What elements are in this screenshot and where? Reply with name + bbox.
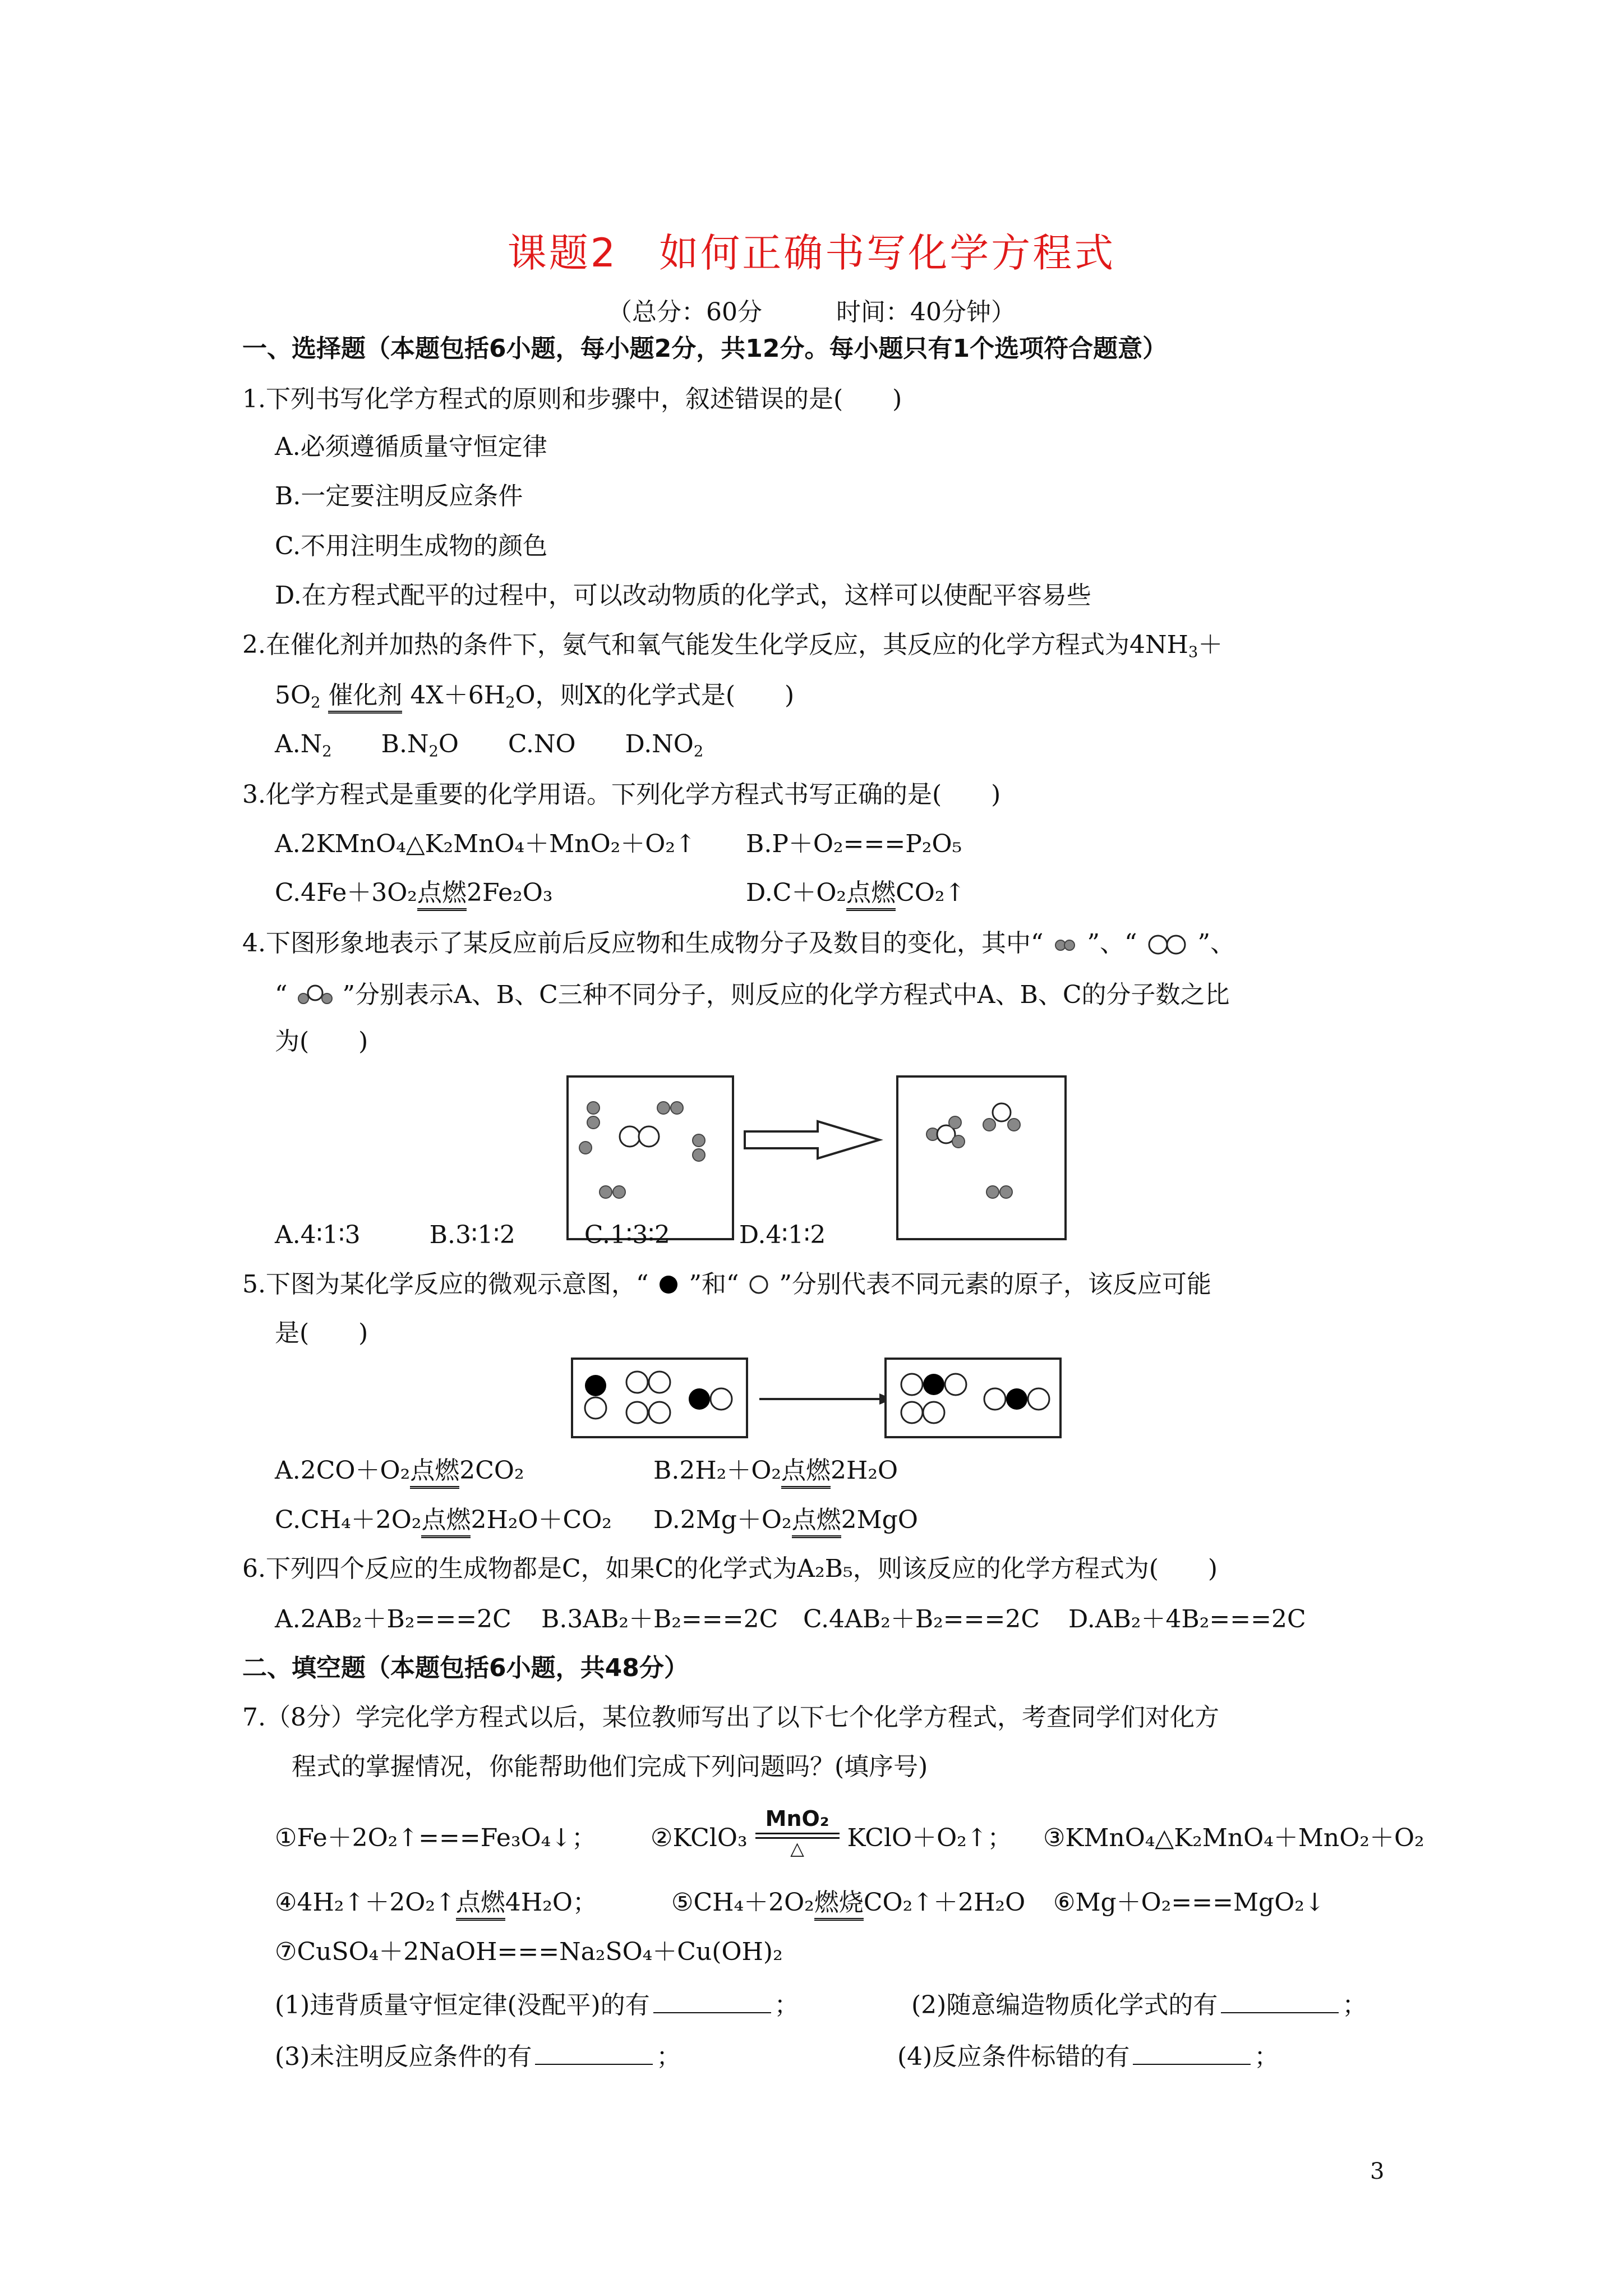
q3-option-b: B.P＋O₂===P₂O₅: [746, 830, 962, 858]
answer-blank-3[interactable]: [535, 2064, 653, 2065]
reactants-box: [572, 1359, 747, 1437]
q1-stem: 1.下列书写化学方程式的原则和步骤中，叙述错误的是( ): [242, 385, 902, 413]
section1-heading: 一、选择题（本题包括6小题，每小题2分，共12分。每小题只有1个选项符合题意）: [242, 334, 1168, 363]
answer-blank-2[interactable]: [1221, 2012, 1339, 2013]
molecule-a-icon: [1051, 937, 1079, 954]
q2-option-a: $A.N_2$: [275, 730, 332, 761]
page-number: 3: [1370, 2159, 1385, 2184]
q7-equation-4: ④4H₂↑＋2O₂↑点燃4H₂O；: [275, 1890, 597, 1915]
products-box: [897, 1076, 1066, 1239]
q5-stem-line2: 是( ): [275, 1319, 368, 1347]
q7-equation-6: ⑥Mg＋O₂===MgO₂↓: [1053, 1888, 1325, 1917]
q7-equation-7: ⑦CuSO₄＋2NaOH===Na₂SO₄＋Cu(OH)₂: [275, 1938, 783, 1966]
q5-option-b: B.2H₂＋O₂点燃2H₂O: [653, 1458, 898, 1483]
q7-part-2: (2)随意编造物质化学式的有 ；: [911, 1991, 1367, 2019]
q4-option-b: B.3∶1∶2: [429, 1221, 515, 1249]
q1-option-a: A.必须遵循质量守恒定律: [275, 432, 547, 461]
q7-equation-3: ③KMnO₄△K₂MnO₄＋MnO₂＋O₂: [1043, 1824, 1424, 1852]
mno2-catalyst-condition: MnO₂ △: [755, 1826, 840, 1848]
q4-stem-line1: 4.下图形象地表示了某反应前后反应物和生成物分子及数目的变化，其中“ ”、“ ”、: [242, 929, 1235, 958]
q2-condition: 催化剂: [328, 681, 402, 714]
q3-option-a: A.2KMnO₄△K₂MnO₄＋MnO₂＋O₂↑: [275, 830, 696, 858]
q6-option-c: C.4AB₂＋B₂===2C: [803, 1605, 1040, 1634]
q4-option-a: A.4∶1∶3: [275, 1221, 361, 1249]
black-atom-icon: [656, 1273, 681, 1296]
q6-option-d: D.AB₂＋4B₂===2C: [1068, 1605, 1306, 1634]
q7-stem-line2: 程式的掌握情况，你能帮助他们完成下列问题吗？(填序号): [292, 1752, 928, 1781]
molecule-c-icon: [296, 981, 335, 1009]
q2-option-c: C.NO: [508, 730, 576, 758]
q7-equation-1: ①Fe＋2O₂↑===Fe₃O₄↓；: [275, 1824, 597, 1852]
q2-options: [275, 730, 704, 761]
q4-stem-line3: 为( ): [275, 1027, 368, 1056]
q5-option-d: D.2Mg＋O₂点燃2MgO: [653, 1508, 918, 1533]
products-box: [886, 1359, 1061, 1437]
reaction-arrow-icon: [759, 1393, 893, 1405]
q4-options: [275, 1223, 826, 1248]
answer-blank-4[interactable]: [1133, 2064, 1251, 2065]
q3-option-c: C.4Fe＋3O₂点燃2Fe₂O₃: [275, 881, 552, 905]
q7-part-4: (4)反应条件标错的有 ；: [897, 2042, 1279, 2071]
q3-stem: 3.化学方程式是重要的化学用语。下列化学方程式书写正确的是( ): [242, 780, 1001, 809]
reactants-box: [568, 1076, 733, 1239]
q2-option-d: $D.NO_2$: [625, 730, 704, 761]
q5-option-c: C.CH₄＋2O₂点燃2H₂O＋CO₂: [275, 1508, 612, 1533]
q4-option-c: C.1∶3∶2: [584, 1221, 670, 1249]
q4-option-d: D.4∶1∶2: [739, 1221, 826, 1249]
q2-stem-line1: 2.在催化剂并加热的条件下，氨气和氧气能发生化学反应，其反应的化学方程式为$4NH_3+$: [242, 631, 1223, 661]
q2-option-b: $B.N_2O$: [381, 730, 459, 761]
q7-stem-line1: 7.（8分）学完化学方程式以后，某位教师写出了以下七个化学方程式，考查同学们对化方: [242, 1703, 1219, 1732]
molecule-b-icon: [1145, 933, 1189, 956]
q7-part-1: (1)违背质量守恒定律(没配平)的有 ；: [275, 1991, 799, 2019]
q7-equation-2: ②KClO₃ MnO₂ △ KClO＋O₂↑；: [651, 1806, 1012, 1859]
page-title: 课题2 如何正确书写化学方程式: [507, 230, 1116, 276]
white-atom-icon: [746, 1273, 771, 1296]
q4-reaction-diagram: [565, 1074, 1070, 1243]
q7-equation-5: ⑤CH₄＋2O₂燃烧CO₂↑＋2H₂O: [671, 1890, 1025, 1915]
q1-option-b: B.一定要注明反应条件: [275, 482, 523, 510]
reaction-arrow-icon: [745, 1121, 879, 1158]
answer-blank-1[interactable]: [653, 2012, 771, 2013]
q2-stem-line2: $5O_2$ 催化剂 $4X+6H_2O$，则X的化学式是( ): [275, 683, 794, 708]
q1-option-c: C.不用注明生成物的颜色: [275, 532, 548, 560]
q5-option-a: A.2CO＋O₂点燃2CO₂: [275, 1458, 524, 1483]
q5-reaction-diagram: [570, 1356, 1063, 1441]
q5-stem-line1: 5.下图为某化学反应的微观示意图，“ ”和“ ”分别代表不同元素的原子，该反应可能: [242, 1270, 1211, 1299]
section2-heading: 二、填空题（本题包括6小题，共48分）: [242, 1654, 689, 1682]
q3-option-d: D.C＋O₂点燃CO₂↑: [746, 881, 965, 905]
q6-option-b: B.3AB₂＋B₂===2C: [541, 1605, 778, 1634]
q6-option-a: A.2AB₂＋B₂===2C: [275, 1605, 511, 1634]
q4-stem-line2: “ ”分别表示A、B、C三种不同分子，则反应的化学方程式中A、B、C的分子数之比: [275, 981, 1230, 1009]
q1-option-d: D.在方程式配平的过程中，可以改动物质的化学式，这样可以使配平容易些: [275, 581, 1091, 610]
exam-info: （总分：60分 时间：40分钟）: [607, 298, 1016, 326]
q7-part-3: (3)未注明反应条件的有 ；: [275, 2042, 681, 2071]
q6-stem: 6.下列四个反应的生成物都是C，如果C的化学式为A₂B₅，则该反应的化学方程式为( ): [242, 1554, 1218, 1583]
